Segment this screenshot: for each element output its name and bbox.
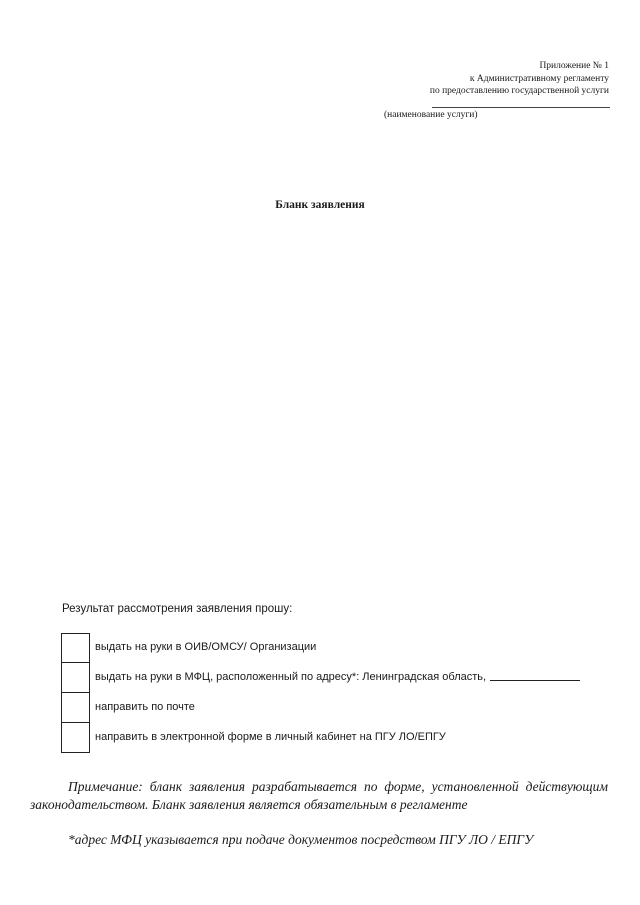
option-label-mfc-text: выдать на руки в МФЦ, расположенный по адресу*: Ленинградская область, [95,671,487,683]
option-checkbox-electronic[interactable] [61,723,90,753]
option-checkbox-mfc[interactable] [61,663,90,693]
option-label-oiv: выдать на руки в ОИВ/ОМСУ/ Организации [95,641,317,653]
option-label-electronic: направить в электронной форме в личный кабинет на ПГУ ЛО/ЕПГУ [95,731,446,743]
appendix-number: Приложение № 1 [539,61,609,71]
footnote: *адрес МФЦ указывается при подаче документов посредством ПГУ ЛО / ЕПГУ [68,832,534,847]
regulation-reference: к Административному регламенту [469,73,609,84]
service-reference: по предоставлению государственной услуги [429,86,609,96]
address-blank-line[interactable] [490,680,580,681]
document-header [430,60,609,98]
option-checkbox-post[interactable] [61,693,90,723]
note-paragraph: Примечание: бланк заявления разрабатывается по форме, установленной действующим законодательством. Бланк заявления является обязательным в регламенте [30,779,608,812]
option-checkbox-oiv[interactable] [61,633,90,663]
option-label-mfc [95,671,580,683]
option-label-post: направить по почте [95,701,195,713]
result-label: Результат рассмотрения заявления прошу: [62,603,293,615]
service-name-line [432,107,610,108]
page-title: Бланк заявления [275,199,365,211]
service-name-caption: (наименование услуги) [384,110,478,120]
